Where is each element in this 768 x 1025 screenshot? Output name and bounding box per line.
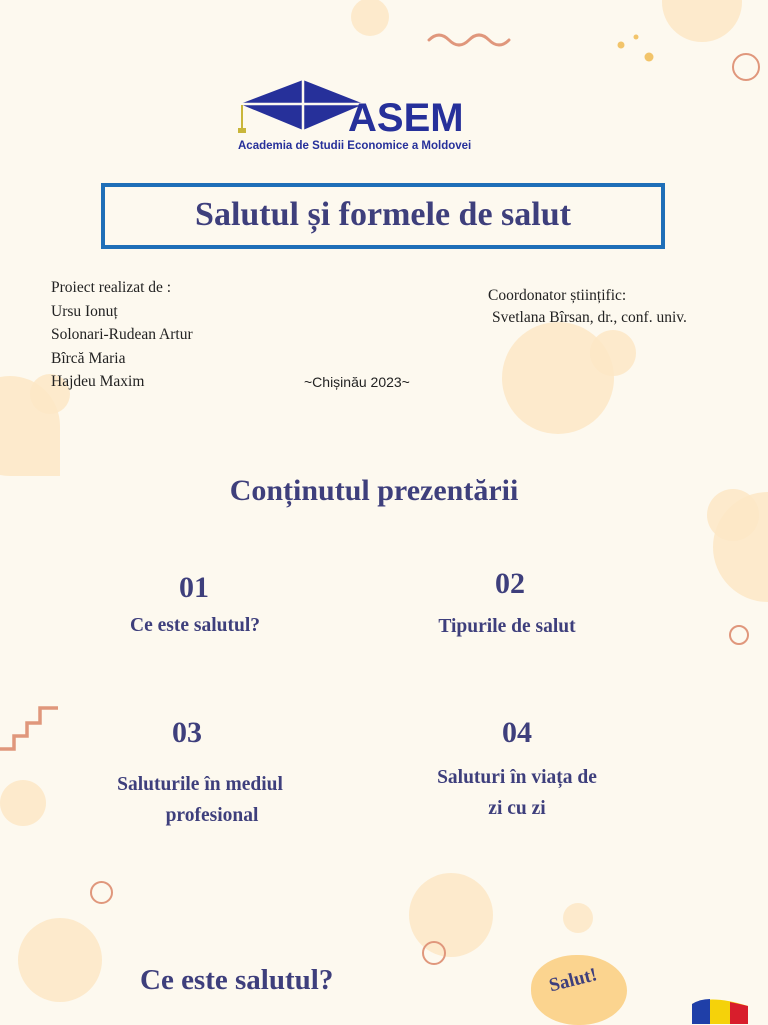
toc-item-01 bbox=[95, 610, 295, 641]
toc-number-03: 03 bbox=[172, 716, 202, 749]
toc-number-04: 04 bbox=[502, 716, 532, 749]
decor-blob bbox=[563, 903, 593, 933]
moldova-flag-icon bbox=[690, 996, 750, 1024]
author-name: Bîrcă Maria bbox=[51, 349, 126, 367]
decor-blob bbox=[662, 0, 742, 42]
decor-ring bbox=[729, 625, 749, 645]
decor-blob bbox=[18, 918, 102, 1002]
city-year: ~Chișinău 2023~ bbox=[304, 374, 410, 390]
stairs-icon bbox=[0, 702, 62, 754]
coordinator-block bbox=[488, 285, 687, 328]
toc-item-02 bbox=[407, 611, 607, 642]
logo-subtitle: Academia de Studii Economice a Moldovei bbox=[238, 140, 472, 152]
toc-item-label: profesional bbox=[165, 805, 259, 826]
authors-block bbox=[51, 276, 193, 394]
logo-emblem-icon bbox=[236, 78, 486, 138]
author-name: Ursu Ionuț bbox=[51, 302, 118, 320]
author-name: Hajdeu Maxim bbox=[51, 373, 145, 390]
decor-ring bbox=[90, 881, 113, 904]
decor-blob bbox=[590, 330, 636, 376]
dots-icon bbox=[612, 30, 662, 66]
decor-blob bbox=[0, 780, 46, 826]
section-title: Ce este salutul? bbox=[140, 964, 334, 996]
toc-item-label: Saluturile în mediul bbox=[117, 774, 283, 795]
toc-item-label: Saluturi în viața de bbox=[437, 767, 597, 788]
coordinator-label: Coordonator științific: bbox=[488, 287, 627, 304]
decor-ring bbox=[732, 53, 760, 81]
page-title: Salutul și formele de salut bbox=[195, 196, 571, 233]
contents-title: Conținutul prezentării bbox=[229, 474, 519, 507]
coordinator-name: Svetlana Bîrsan, dr., conf. univ. bbox=[492, 308, 687, 326]
toc-number-01: 01 bbox=[179, 571, 209, 604]
toc-item-label: Ce este salutul? bbox=[130, 615, 260, 636]
authors-heading: Proiect realizat de : bbox=[51, 279, 172, 296]
squiggle-icon bbox=[426, 28, 520, 48]
decor-blob bbox=[409, 873, 493, 957]
toc-item-label: Tipurile de salut bbox=[438, 616, 576, 637]
toc-number-02: 02 bbox=[495, 567, 525, 600]
toc-item-label: zi cu zi bbox=[488, 798, 546, 819]
svg-text:ASEM: ASEM bbox=[348, 96, 464, 138]
author-name: Solonari-Rudean Artur bbox=[51, 326, 193, 343]
toc-item-04 bbox=[407, 762, 627, 824]
toc-item-03 bbox=[80, 769, 320, 831]
decor-ring bbox=[422, 941, 446, 965]
bubble-text: Salut! bbox=[547, 964, 600, 997]
decor-blob bbox=[351, 0, 389, 36]
